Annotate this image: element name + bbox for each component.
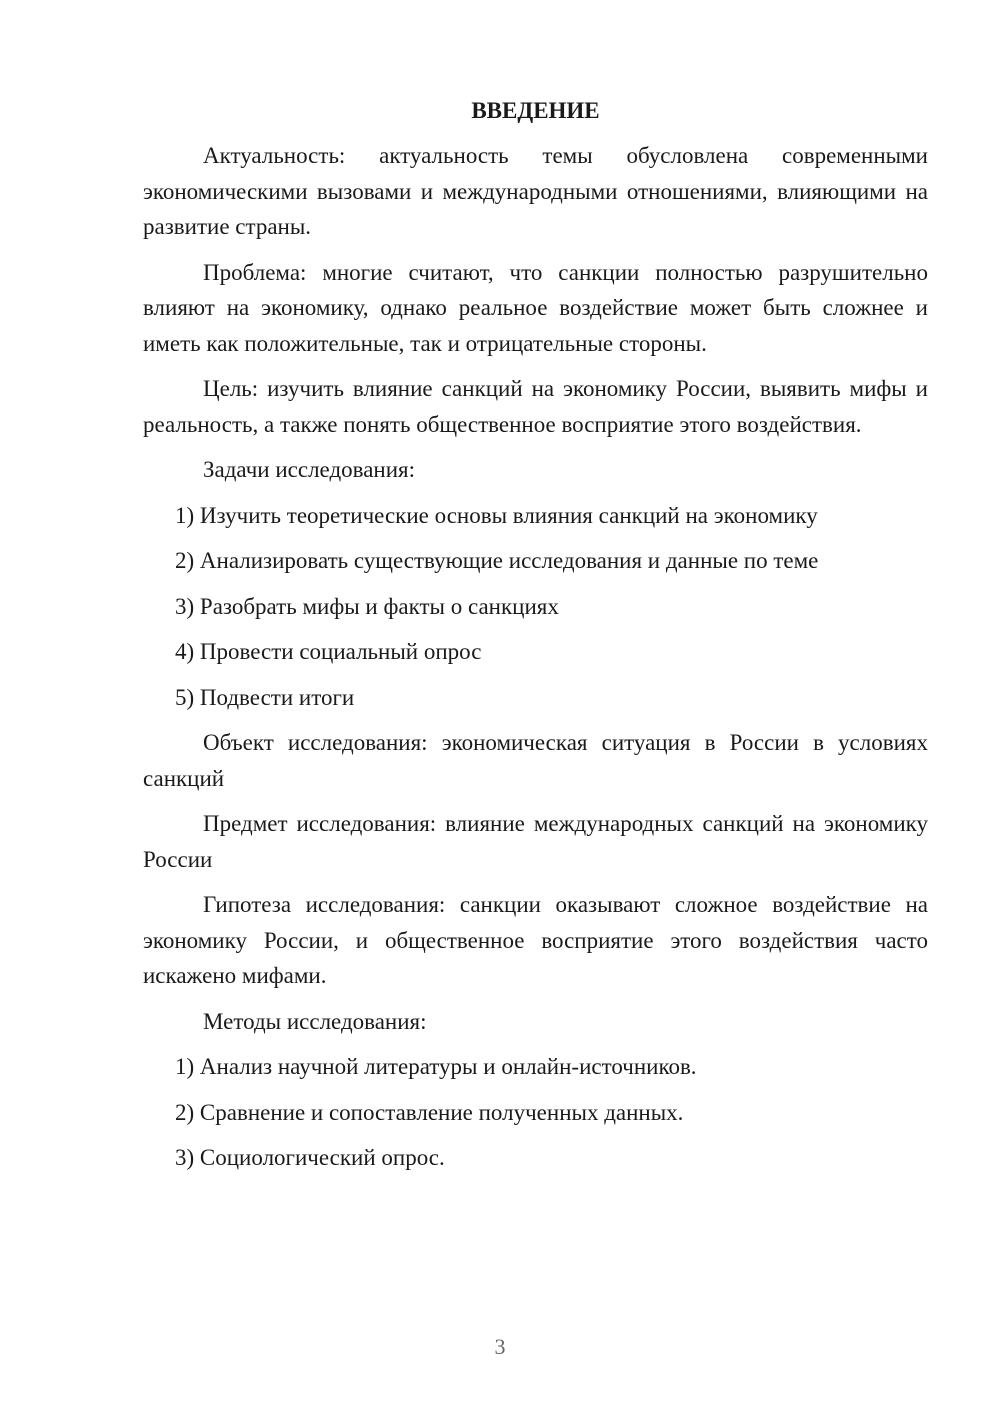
tasks-heading: Задачи исследования: <box>203 457 416 482</box>
subject-paragraph: Предмет исследования: влияние международных санкций на экономику России <box>143 811 928 872</box>
hypothesis-paragraph: Гипотеза исследования: санкции оказывают сложное воздействие на экономику России, и общественное восприятие этого воздействия часто искажено мифами. <box>143 892 928 988</box>
list-item: 5) Подвести итоги <box>175 684 355 710</box>
relevance-paragraph: Актуальность: актуальность темы обусловлена современными экономическими вызовами и международными отношениями, влияющими на развитие страны. <box>143 143 928 239</box>
object-paragraph: Объект исследования: экономическая ситуация в России в условиях санкций <box>143 730 928 791</box>
list-item: 2) Сравнение и сопоставление полученных данных. <box>175 1099 684 1125</box>
document-body <box>143 96 928 1186</box>
page-title: ВВЕДЕНИЕ <box>471 98 600 123</box>
list-item: 3) Разобрать мифы и факты о санкциях <box>175 593 559 619</box>
list-item: 2) Анализировать существующие исследования и данные по теме <box>175 548 819 573</box>
page-number: 3 <box>494 1334 506 1359</box>
list-item: 4) Провести социальный опрос <box>175 639 482 664</box>
problem-paragraph: Проблема: многие считают, что санкции полностью разрушительно влияют на экономику, однако реальное воздействие может быть сложнее и иметь как положительные, так и отрицательные стороны. <box>143 259 928 356</box>
list-item: 3) Социологический опрос. <box>175 1145 445 1170</box>
goal-paragraph: Цель: изучить влияние санкций на экономику России, выявить мифы и реальность, а также понять общественное восприятие этого воздействия. <box>143 376 928 437</box>
methods-heading: Методы исследования: <box>203 1008 427 1034</box>
methods-list <box>143 1049 928 1176</box>
list-item: 1) Изучить теоретические основы влияния санкций на экономику <box>175 502 818 528</box>
list-item: 1) Анализ научной литературы и онлайн-источников. <box>175 1054 697 1079</box>
tasks-list <box>143 498 928 716</box>
